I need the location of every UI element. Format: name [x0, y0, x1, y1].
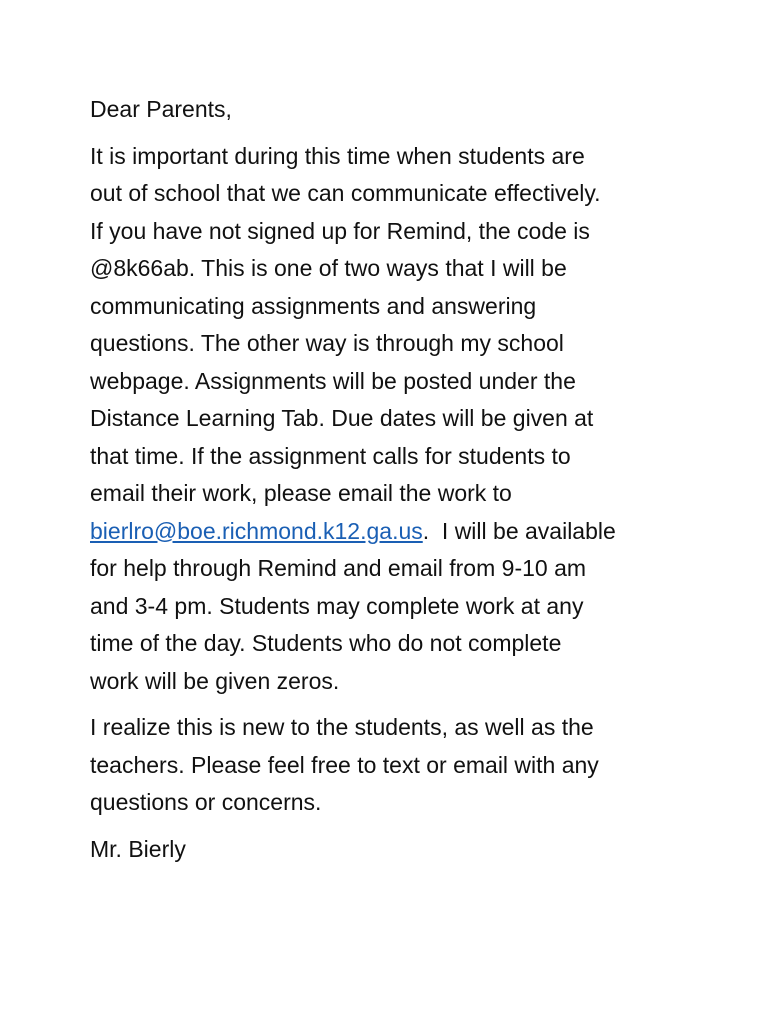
text-line: questions or concerns.	[90, 789, 322, 815]
text-line: I realize this is new to the students, as well as the	[90, 714, 594, 740]
text-line: webpage. Assignments will be posted under the	[90, 367, 576, 394]
text-line: questions. The other way is through my school	[90, 330, 564, 356]
salutation-text: Dear Parents,	[90, 96, 232, 122]
paragraph-communication	[90, 138, 690, 701]
text-line: communicating assignments and answering	[90, 292, 537, 319]
salutation	[90, 91, 690, 129]
email-line	[90, 513, 690, 551]
text-line: teachers. Please feel free to text or email with any	[90, 751, 599, 778]
text-line: Distance Learning Tab. Due dates will be given at	[90, 405, 594, 431]
letter-document	[90, 91, 690, 877]
text-line: time of the day. Students who do not complete	[90, 630, 562, 656]
text-line: email their work, please email the work to	[90, 480, 512, 506]
text-line: It is important during this time when students are	[90, 142, 585, 169]
text-line: and 3-4 pm. Students may complete work at any	[90, 592, 584, 619]
text-line: @8k66ab. This is one of two ways that I will be	[90, 255, 567, 281]
paragraph-closing	[90, 709, 690, 822]
text-line: for help through Remind and email from 9-10 am	[90, 555, 587, 581]
email-link[interactable]: bierlro@boe.richmond.k12.ga.us	[90, 517, 423, 544]
text-line: work will be given zeros.	[90, 667, 340, 694]
text-line: that time. If the assignment calls for students to	[90, 442, 571, 469]
signature-text: Mr. Bierly	[90, 835, 186, 862]
text-line: out of school that we can communicate effectively.	[90, 180, 601, 206]
email-line-rest: . I will be available	[422, 517, 616, 544]
signature	[90, 831, 690, 869]
text-line: If you have not signed up for Remind, the code is	[90, 217, 590, 244]
